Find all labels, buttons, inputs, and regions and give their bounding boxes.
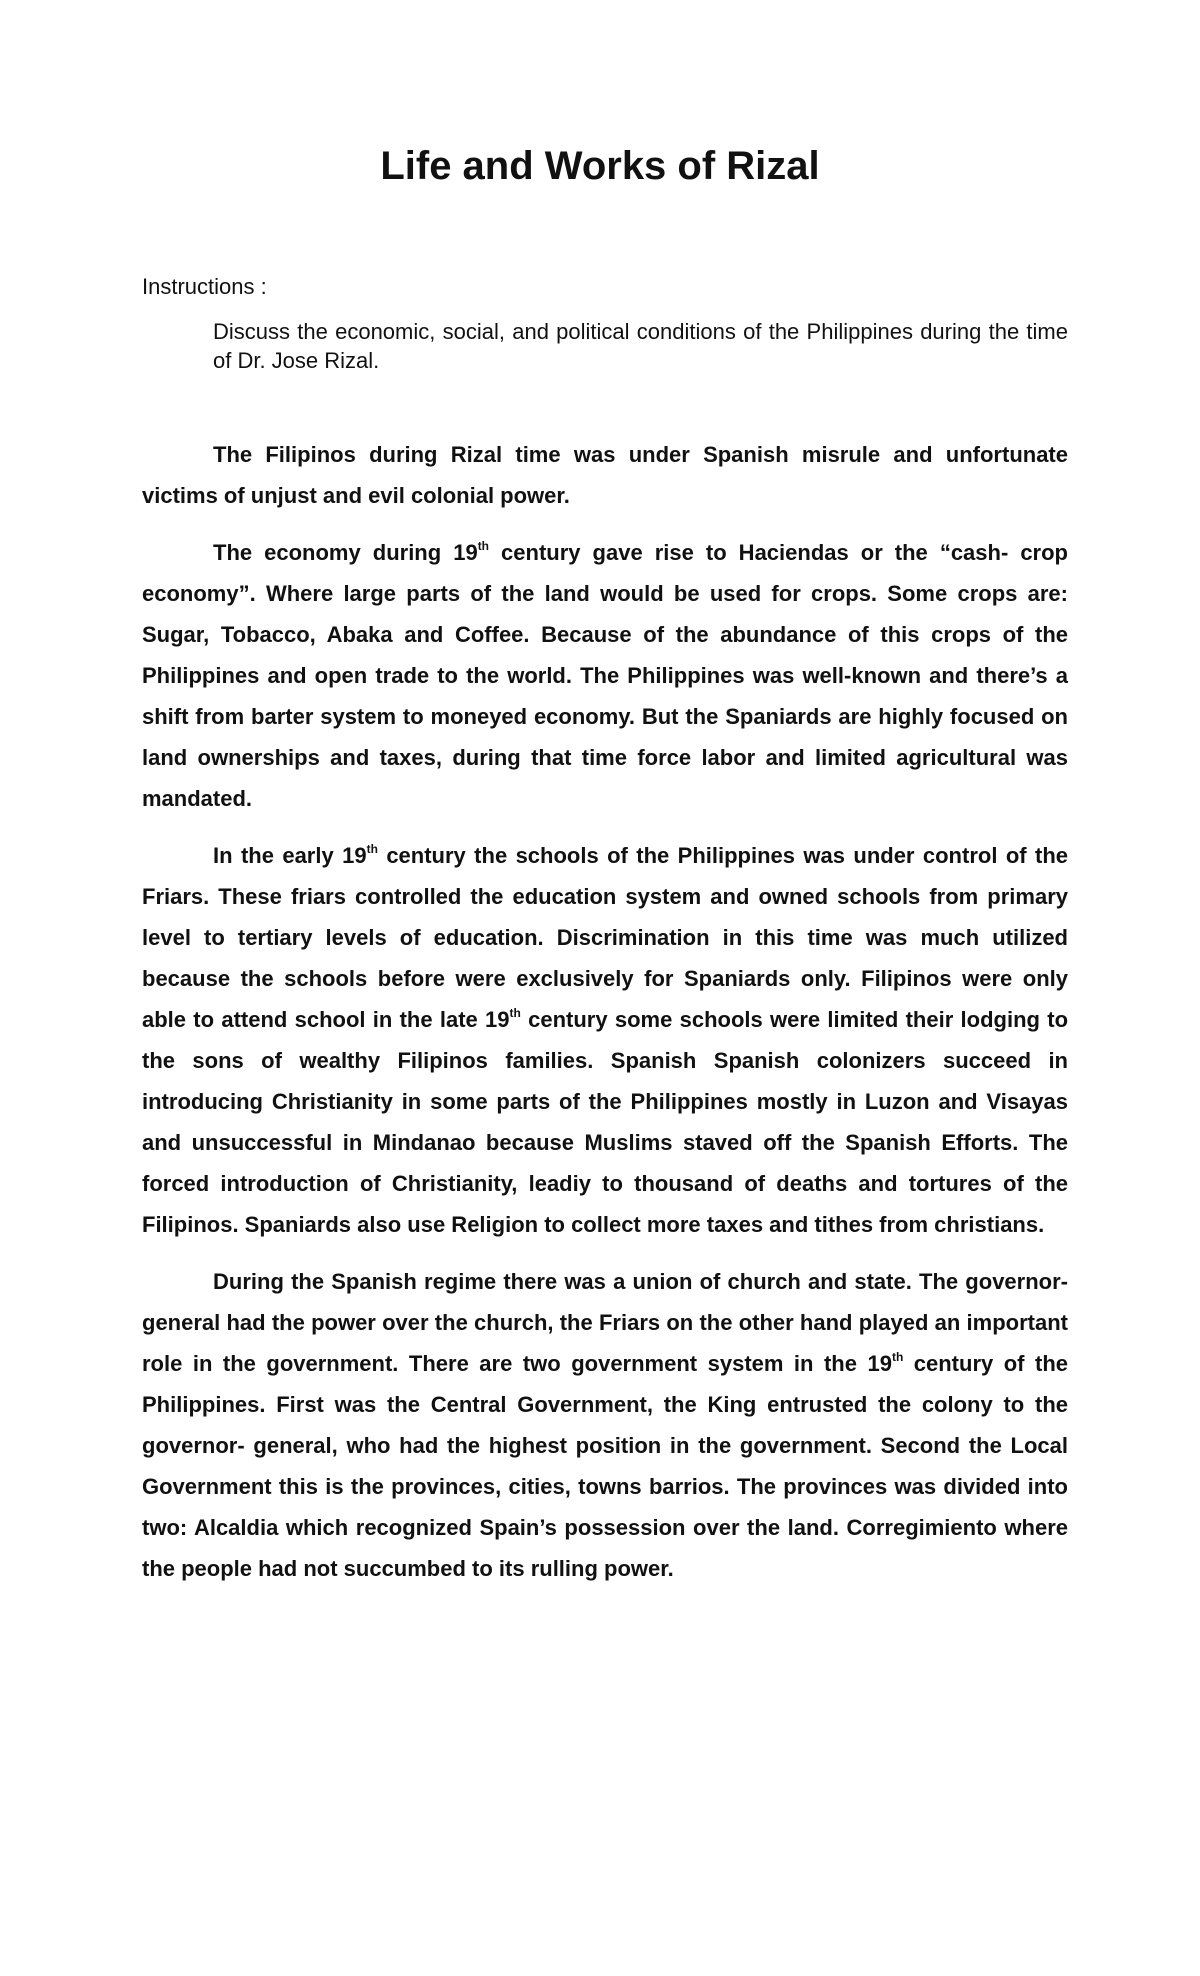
paragraph-economy xyxy=(142,532,1068,819)
paragraph-text: century of the Philippines. First was the Central Government, the King entrusted the colony to the governor- general, who had the highest position in the government. Second the Local Government this is the provinces, cities, towns barrios. The provinces was divided into two: Alcaldia which recognized Spain’s possession over the land. Corregimiento where the people had not succumbed to its rulling power. xyxy=(142,1351,1069,1581)
essay-body xyxy=(142,434,1068,1605)
instructions-label: Instructions : xyxy=(142,274,267,299)
ordinal-suffix: th xyxy=(366,842,378,856)
paragraph-colonial-rule: The Filipinos during Rizal time was under Spanish misrule and unfortunate victims of unjust and evil colonial power. xyxy=(142,442,1068,508)
paragraph-text: In the early 19 xyxy=(213,843,367,868)
ordinal-suffix: th xyxy=(509,1006,521,1020)
paragraph-text: century gave rise to Haciendas or the “cash- crop economy”. Where large parts of the land would be used for crops. Some crops are: Sugar, Tobacco, Abaka and Coffee. Because of the abundance of this crops of the Philippines and open trade to the world. The Philippines was well-known and there’s a shift from barter system to moneyed economy. But the Spaniards are highly focused on land ownerships and taxes, during that time force labor and limited agricultural was mandated. xyxy=(142,540,1068,811)
document-title: Life and Works of Rizal xyxy=(380,144,820,188)
paragraph-text: During the Spanish regime there was a union of church and state. The governor-general had the power over the church, the Friars on the other hand played an important role in the government. There are two government system in the 19 xyxy=(142,1269,1068,1376)
ordinal-suffix: th xyxy=(891,1350,904,1364)
paragraph-government xyxy=(142,1261,1068,1589)
paragraph-text: century the schools of the Philippines was under control of the Friars. These friars controlled the education system and owned schools from primary level to tertiary levels of education. Discrimination in this time was much utilized because the schools before were exclusively for Spaniards only. Filipinos were only able to attend school in the late 19 xyxy=(142,843,1068,1032)
paragraph-text: The economy during 19 xyxy=(213,540,478,565)
instructions-text: Discuss the economic, social, and political conditions of the Philippines during the time of Dr. Jose Rizal. xyxy=(213,319,1068,373)
paragraph-education-religion xyxy=(142,835,1068,1245)
paragraph-text: century some schools were limited their lodging to the sons of wealthy Filipinos families. Spanish Spanish colonizers succeed in introducing Christianity in some parts of the Philippines mostly in Luzon and Visayas and unsuccessful in Mindanao because Muslims staved off the Spanish Efforts. The forced introduction of Christianity, leadiy to thousand of deaths and tortures of the Filipinos. Spaniards also use Religion to collect more taxes and tithes from christians. xyxy=(142,1007,1069,1237)
ordinal-suffix: th xyxy=(477,539,490,553)
